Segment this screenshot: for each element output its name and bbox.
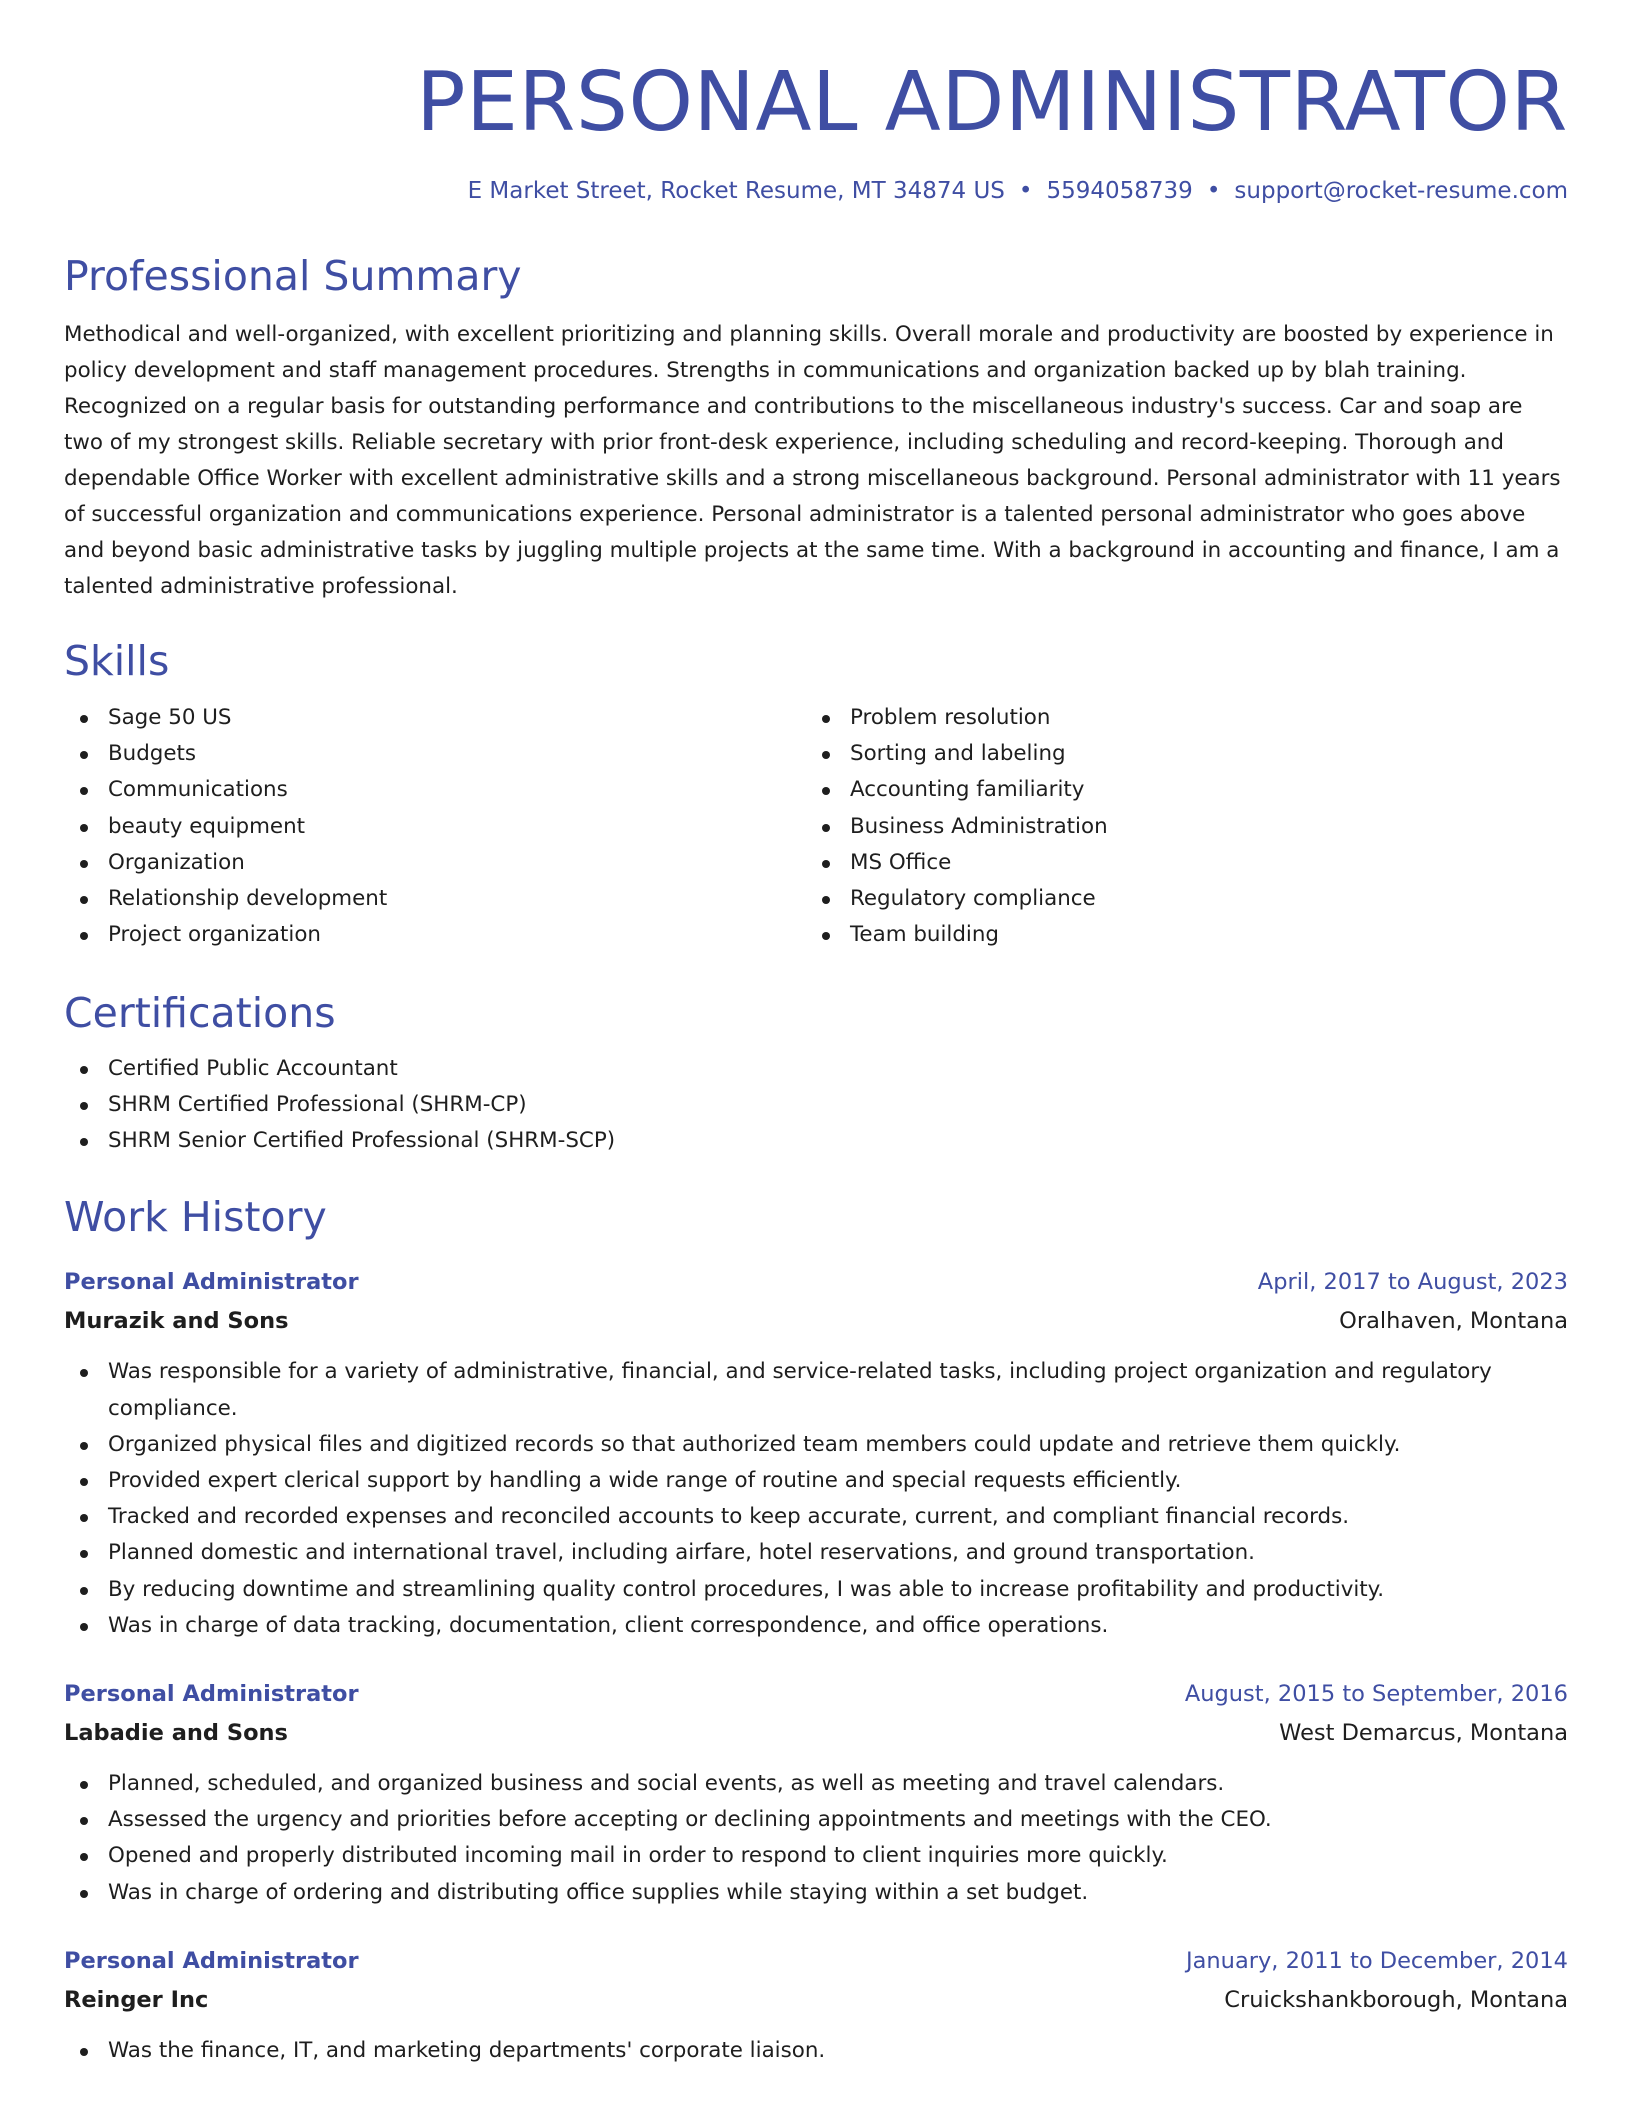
job-duty: Planned, scheduled, and organized business and social events, as well as meeting and travel calendars.	[64, 1766, 1568, 1802]
job-duty: Assessed the urgency and priorities before accepting or declining appointments and meetings with the CEO.	[64, 1802, 1568, 1838]
job-company: Reinger Inc	[64, 1986, 209, 2013]
address: E Market Street, Rocket Resume, MT 34874 US	[467, 178, 1005, 204]
skill-item: beauty equipment	[64, 809, 806, 845]
skills-column-right	[806, 700, 1548, 953]
job-title: Personal Administrator	[64, 1681, 359, 1707]
job-title: Personal Administrator	[64, 1947, 359, 1974]
skill-item: MS Office	[806, 845, 1548, 881]
job-location: Oralhaven, Montana	[1339, 1308, 1568, 1335]
separator: •	[1018, 178, 1033, 204]
job-duty: By reducing downtime and streamlining quality control procedures, I was able to increase profitability and productivity.	[64, 1572, 1568, 1608]
candidate-name: PERSONAL ADMINISTRATOR	[416, 55, 1568, 150]
work-history-heading: Work History	[64, 1193, 327, 1242]
contact-line	[64, 178, 1568, 206]
skill-item: Project organization	[64, 917, 806, 953]
job-title: Personal Administrator	[64, 1269, 359, 1296]
skill-item: Relationship development	[64, 881, 806, 917]
skill-item: Problem resolution	[806, 700, 1548, 736]
skills-column-left	[64, 700, 806, 953]
job-duty: Opened and properly distributed incoming mail in order to respond to client inquiries more quickly.	[64, 1838, 1568, 1874]
job-location: Cruickshankborough, Montana	[1224, 1986, 1568, 2013]
job-entry	[64, 1262, 1568, 1644]
certifications-list	[64, 1051, 1568, 1160]
job-dates: April, 2017 to August, 2023	[1257, 1269, 1568, 1296]
job-dates: August, 2015 to September, 2016	[1184, 1681, 1568, 1707]
skill-item: Communications	[64, 772, 806, 808]
skill-item: Accounting familiarity	[806, 772, 1548, 808]
resume-page	[64, 0, 1568, 2069]
job-duty: Tracked and recorded expenses and reconciled accounts to keep accurate, current, and compliant financial records.	[64, 1499, 1568, 1535]
email-link[interactable]: support@rocket-resume.com	[1234, 178, 1568, 204]
certification-item: SHRM Senior Certified Professional (SHRM-SCP)	[64, 1123, 1568, 1159]
skill-item: Regulatory compliance	[806, 881, 1548, 917]
job-duty: Organized physical files and digitized records so that authorized team members could update and retrieve them quickly.	[64, 1427, 1568, 1463]
job-entry	[64, 1674, 1568, 1911]
phone: 5594058739	[1046, 178, 1193, 204]
job-duty: Was responsible for a variety of administrative, financial, and service-related tasks, including project organization and regulatory compliance.	[64, 1354, 1568, 1426]
skills-list	[64, 700, 1568, 953]
job-duty: Was in charge of ordering and distributing office supplies while staying within a set budget.	[64, 1875, 1568, 1911]
job-location: West Demarcus, Montana	[1279, 1720, 1568, 1746]
job-duty: Provided expert clerical support by handling a wide range of routine and special requests efficiently.	[64, 1463, 1568, 1499]
summary-heading: Professional Summary	[64, 251, 522, 300]
skill-item: Sorting and labeling	[806, 736, 1548, 772]
job-duty: Planned domestic and international travel, including airfare, hotel reservations, and ground transportation.	[64, 1535, 1568, 1571]
job-duty: Was the finance, IT, and marketing departments' corporate liaison.	[64, 2033, 1568, 2069]
summary-text: Methodical and well-organized, with excellent prioritizing and planning skills. Overall morale and productivity are boosted by experience in policy development and staff management procedures. Strengths in communications and organization backed up by blah training. Recognized on a regular basis for outstanding performance and contributions to the miscellaneous industry's success. Car and soap are two of my strongest skills. Reliable secretary with prior front-desk experience, including scheduling and record-keeping. Thorough and dependable Office Worker with excellent administrative skills and a strong miscellaneous background. Personal administrator with 11 years of successful organization and communications experience. Personal administrator is a talented personal administrator who goes above and beyond basic administrative tasks by juggling multiple projects at the same time. With a background in accounting and finance, I am a talented administrative professional.	[64, 321, 1561, 599]
job-duties-list	[64, 1354, 1568, 1644]
job-company: Labadie and Sons	[64, 1720, 288, 1746]
job-duty: Was in charge of data tracking, documentation, client correspondence, and office operations.	[64, 1608, 1568, 1644]
job-duties-list	[64, 2033, 1568, 2069]
skills-heading: Skills	[64, 636, 170, 685]
skill-item: Team building	[806, 917, 1548, 953]
job-dates: January, 2011 to December, 2014	[1186, 1947, 1568, 1974]
skill-item: Business Administration	[806, 809, 1548, 845]
certification-item: Certified Public Accountant	[64, 1051, 1568, 1087]
job-duties-list	[64, 1766, 1568, 1911]
skill-item: Organization	[64, 845, 806, 881]
job-entry	[64, 1941, 1568, 2069]
skill-item: Sage 50 US	[64, 700, 806, 736]
separator: •	[1206, 178, 1221, 204]
certification-item: SHRM Certified Professional (SHRM-CP)	[64, 1087, 1568, 1123]
skill-item: Budgets	[64, 736, 806, 772]
certifications-heading: Certifications	[64, 989, 336, 1038]
job-company: Murazik and Sons	[64, 1308, 289, 1335]
